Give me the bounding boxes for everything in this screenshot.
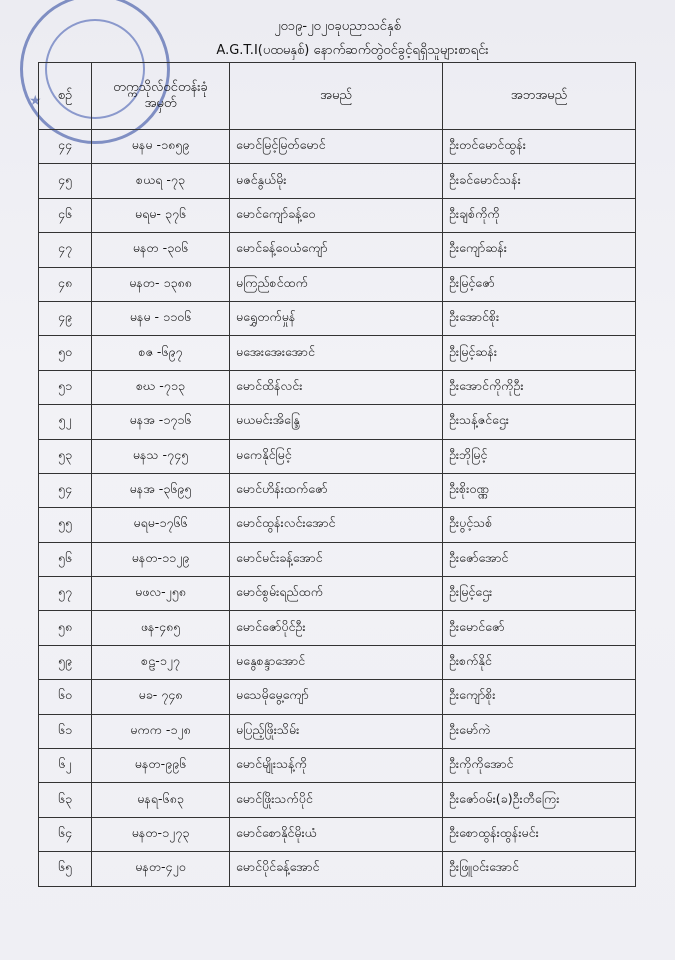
row-father-name: ဦးဇော်ဝမ်း(ခ)ဦးတီကြေး — [443, 783, 636, 817]
row-registration: မရမ-၁၇၆၆ — [92, 508, 230, 542]
table-row — [39, 749, 636, 783]
row-father-name: ဦးစောထွန်းထွန်းမင်း — [443, 817, 636, 851]
row-registration: မရမ- ၃၇၆ — [92, 198, 230, 232]
table-row — [39, 164, 636, 198]
table-row — [39, 611, 636, 645]
row-name: မအေးအေးအောင် — [230, 336, 443, 370]
row-number: ၄၆ — [39, 198, 92, 232]
row-name: မယမင်းအိန္ဒြေ — [230, 405, 443, 439]
row-father-name: ဦးအောင်စိုး — [443, 301, 636, 335]
document-subtitle: A.G.T.I(ပထမနှစ်) နောက်ဆက်တွဲဝင်ခွင့်ရရှိသူများစာရင်း — [216, 43, 489, 58]
row-father-name: ဦးသန့်ဇင်ဌေး — [443, 405, 636, 439]
row-registration: စဇ -၆၉၇ — [92, 336, 230, 370]
row-name: မောင်ဖြိုးသက်ပိုင် — [230, 783, 443, 817]
table-row — [39, 680, 636, 714]
row-number: ၄၉ — [39, 301, 92, 335]
row-number: ၄၅ — [39, 164, 92, 198]
table-row — [39, 301, 636, 335]
row-name: မသေမိုမွေ့ကျော် — [230, 680, 443, 714]
table-row — [39, 439, 636, 473]
row-father-name: ဦးစက်နိုင် — [443, 645, 636, 679]
row-name: မနွေစန္ဒာအောင် — [230, 645, 443, 679]
row-father-name: ဦးချစ်ကိုကို — [443, 198, 636, 232]
table-row — [39, 783, 636, 817]
row-father-name: ဦးမြင့်ဌေး — [443, 577, 636, 611]
row-number: ၅၂ — [39, 405, 92, 439]
row-number: ၅၉ — [39, 645, 92, 679]
table-row — [39, 817, 636, 851]
row-registration: မနတ-၁၂၇၃ — [92, 817, 230, 851]
row-number: ၄၇ — [39, 233, 92, 267]
table-row — [39, 370, 636, 404]
row-registration: မနရ-၆၈၃ — [92, 783, 230, 817]
row-registration: မနတ -၃၀၆ — [92, 233, 230, 267]
row-number: ၅၀ — [39, 336, 92, 370]
row-father-name: ဦးမြင့်ဆန်း — [443, 336, 636, 370]
row-number: ၅၁ — [39, 370, 92, 404]
row-name: မကေနိုင်မြင့် — [230, 439, 443, 473]
row-registration: စဃ -၇၁၃ — [92, 370, 230, 404]
row-number: ၅၇ — [39, 577, 92, 611]
row-name: မောင်ပိုင်ခန့်အောင် — [230, 852, 443, 886]
row-registration: ဖန-၄၈၅ — [92, 611, 230, 645]
row-registration: မနတ- ၁၃၈၈ — [92, 267, 230, 301]
row-number: ၅၈ — [39, 611, 92, 645]
row-number: ၆၄ — [39, 817, 92, 851]
document-title: ၂၀၁၉-၂၀၂၀ခုပညာသင်နှစ် — [274, 19, 401, 34]
row-name: မောင်ကျော်ခန့်ဝေ — [230, 198, 443, 232]
row-registration: မဖလ-၂၅၈ — [92, 577, 230, 611]
row-number: ၄၈ — [39, 267, 92, 301]
table-row — [39, 577, 636, 611]
row-number: ၆၃ — [39, 783, 92, 817]
row-registration: မနတ-၉၉၆ — [92, 749, 230, 783]
row-name: မောင်မြင့်မြတ်မောင် — [230, 130, 443, 164]
row-number: ၆၂ — [39, 749, 92, 783]
row-name: မောင်စွမ်းရည်ထက် — [230, 577, 443, 611]
row-father-name: ဦးခင်မောင်သန်း — [443, 164, 636, 198]
star-icon: ★ — [29, 93, 42, 109]
row-registration: မနတ-၄၂၀ — [92, 852, 230, 886]
table-row — [39, 508, 636, 542]
row-number: ၅၅ — [39, 508, 92, 542]
row-number: ၄၄ — [39, 130, 92, 164]
row-name: မောင်ဟိန်းထက်ဇော် — [230, 473, 443, 507]
column-header-reg: တက္ကသိုလ်ဝင်တန်းခုံအမှတ် — [92, 63, 230, 130]
row-father-name: ဦးမြင့်ဇော် — [443, 267, 636, 301]
row-name: မဇင်နွယ်မိုး — [230, 164, 443, 198]
row-father-name: ဦးဘိုမြင့် — [443, 439, 636, 473]
column-header-no: စဉ် — [39, 63, 92, 130]
column-header-name: အမည် — [230, 63, 443, 130]
row-father-name: ဦးမော်ကဲ — [443, 714, 636, 748]
table-header-row — [39, 63, 636, 130]
row-number: ၆၅ — [39, 852, 92, 886]
row-registration: မကက -၁၂၈ — [92, 714, 230, 748]
students-table — [38, 62, 636, 887]
row-name: မရွှေတက်မှုန် — [230, 301, 443, 335]
row-registration: မနသ -၇၄၅ — [92, 439, 230, 473]
row-name: မောင်ခန့်ဝေယံကျော် — [230, 233, 443, 267]
table-row — [39, 714, 636, 748]
row-father-name: ဦးဇော်အောင် — [443, 542, 636, 576]
row-father-name: ဦးစိုးဝဏ္ဏ — [443, 473, 636, 507]
row-registration: မနမ - ၁၁၀၆ — [92, 301, 230, 335]
row-registration: စယရ -၇၃ — [92, 164, 230, 198]
row-father-name: ဦးအောင်ကိုကိုဦး — [443, 370, 636, 404]
table-row — [39, 405, 636, 439]
row-registration: မနအ -၁၇၁၆ — [92, 405, 230, 439]
row-registration: မနတ-၁၁၂၉ — [92, 542, 230, 576]
row-name: မောင်မျိုးသန့်ကို — [230, 749, 443, 783]
row-number: ၆၁ — [39, 714, 92, 748]
row-number: ၅၄ — [39, 473, 92, 507]
row-father-name: ဦးပွင့်သစ် — [443, 508, 636, 542]
row-father-name: ဦးကိုကိုအောင် — [443, 749, 636, 783]
row-name: မောင်မင်းခန့်အောင် — [230, 542, 443, 576]
row-registration: မခ- ၇၄၈ — [92, 680, 230, 714]
row-number: ၅၆ — [39, 542, 92, 576]
row-name: မောင်စောနိုင်မိုးယံ — [230, 817, 443, 851]
row-number: ၅၃ — [39, 439, 92, 473]
table-row — [39, 267, 636, 301]
row-registration: မနအ -၃၆၉၅ — [92, 473, 230, 507]
row-father-name: ဦးတင်မောင်ထွန်း — [443, 130, 636, 164]
table-row — [39, 473, 636, 507]
table-row — [39, 542, 636, 576]
column-header-father: အဘအမည် — [443, 63, 636, 130]
table-row — [39, 198, 636, 232]
row-name: မောင်ဇော်ပိုင်ဦး — [230, 611, 443, 645]
table-row — [39, 130, 636, 164]
table-row — [39, 233, 636, 267]
row-registration: မနမ -၁၈၅၉ — [92, 130, 230, 164]
row-name: မကြည်စင်ထက် — [230, 267, 443, 301]
table-row — [39, 336, 636, 370]
row-name: မောင်ထိန်လင်း — [230, 370, 443, 404]
table-row — [39, 645, 636, 679]
row-registration: စဠ-၁၂၇ — [92, 645, 230, 679]
row-father-name: ဦးမောင်ဇော် — [443, 611, 636, 645]
row-number: ၆၀ — [39, 680, 92, 714]
row-father-name: ဦးဖြူဝင်းအောင် — [443, 852, 636, 886]
row-father-name: ဦးကျော်စိုး — [443, 680, 636, 714]
row-name: မပြည့်ဖြိုးသိမ်း — [230, 714, 443, 748]
row-name: မောင်ထွန်းလင်းအောင် — [230, 508, 443, 542]
table-row — [39, 852, 636, 886]
row-father-name: ဦးကျော်ဆန်း — [443, 233, 636, 267]
